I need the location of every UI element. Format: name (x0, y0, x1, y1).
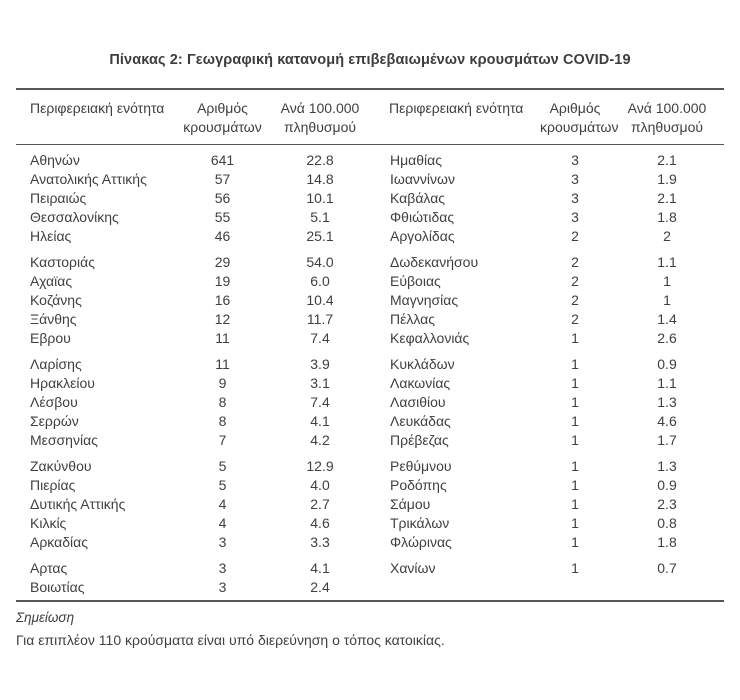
region-cell: Κυκλάδων (390, 356, 455, 372)
cases-cell: 1 (571, 477, 579, 493)
per100k-cell: 14.8 (306, 171, 334, 187)
region-cell: Πιερίας (30, 477, 76, 493)
cases-cell: 3 (571, 152, 579, 168)
region-cell: Αργολίδας (390, 228, 455, 244)
region-cell: Ιωαννίνων (390, 171, 455, 187)
per100k-cell: 1.3 (657, 458, 677, 474)
cases-cell: 2 (571, 292, 579, 308)
cases-cell: 5 (218, 477, 227, 493)
per100k-cell: 1.9 (657, 171, 677, 187)
cases-cell: 3 (218, 534, 227, 550)
per100k-cell: 3.1 (310, 375, 330, 391)
per100k-cell: 2.3 (657, 496, 677, 512)
cases-cell: 1 (571, 458, 579, 474)
table-header (16, 88, 724, 145)
cases-cell: 1 (571, 496, 579, 512)
per100k-cell: 2.1 (657, 190, 677, 206)
region-cell: Αχαϊας (30, 273, 73, 289)
cases-cell: 8 (218, 394, 227, 410)
header-per100k-right: Ανά 100.000 πληθυσμού (627, 100, 707, 135)
cases-cell: 641 (210, 152, 235, 168)
region-cell: Καβάλας (390, 190, 446, 206)
per100k-cell: 2 (663, 228, 671, 244)
region-cell: Πειραιώς (30, 190, 87, 206)
per100k-cell: 10.1 (306, 190, 334, 206)
region-cell: Καστοριάς (30, 254, 95, 270)
cases-cell: 2 (571, 254, 579, 270)
region-cell: Λαρίσης (30, 356, 82, 372)
region-cell: Εβρου (30, 330, 71, 346)
per100k-cell (610, 578, 724, 597)
region-cell: Μαγνησίας (390, 292, 459, 308)
cases-cell: 2 (571, 311, 579, 327)
region-cell: Ρεθύμνου (390, 458, 452, 474)
cases-cell: 3 (218, 579, 227, 595)
per100k-cell: 6.0 (310, 273, 330, 289)
per100k-cell: 2.4 (310, 579, 330, 595)
per100k-cell: 3.9 (310, 356, 330, 372)
cases-cell: 1 (571, 330, 579, 346)
region-cell: Φλώρινας (390, 534, 452, 550)
cases-cell: 1 (571, 356, 579, 372)
per100k-cell: 4.6 (657, 413, 677, 429)
header-cases-left: Αριθμός κρουσμάτων (183, 100, 262, 135)
data-table (16, 88, 724, 602)
header-cases-right: Αριθμός κρουσμάτων (540, 100, 619, 135)
region-cell: Κεφαλλονιάς (390, 330, 470, 346)
region-cell: Βοιωτίας (30, 579, 85, 595)
group-gap (16, 246, 724, 253)
group-gap (16, 348, 724, 355)
per100k-cell: 2.7 (310, 496, 330, 512)
cases-cell: 2 (571, 273, 579, 289)
per100k-cell: 7.4 (310, 330, 330, 346)
cases-cell: 1 (571, 515, 579, 531)
cases-cell: 46 (214, 228, 231, 244)
cases-cell: 1 (571, 432, 579, 448)
cases-cell: 16 (214, 292, 231, 308)
per100k-cell: 10.4 (306, 292, 334, 308)
per100k-cell: 22.8 (306, 152, 334, 168)
cases-cell: 1 (571, 560, 579, 576)
cases-cell: 57 (214, 171, 231, 187)
region-cell: Φθιώτιδας (390, 209, 455, 225)
per100k-cell: 4.1 (310, 413, 330, 429)
per100k-cell: 2.1 (657, 152, 677, 168)
cases-cell: 11 (215, 330, 230, 346)
per100k-cell: 0.9 (657, 477, 677, 493)
table-note (16, 608, 724, 650)
cases-cell: 4 (218, 515, 227, 531)
cases-cell: 3 (571, 171, 579, 187)
per100k-cell: 4.0 (310, 477, 330, 493)
region-cell: Χανίων (390, 560, 436, 576)
group-gap (16, 450, 724, 457)
region-cell: Πρέβεζας (390, 432, 449, 448)
per100k-cell: 1 (663, 292, 671, 308)
header-region-left: Περιφερειακή ενότητα (30, 100, 165, 116)
table-body (16, 145, 724, 602)
per100k-cell: 0.7 (657, 560, 677, 576)
cases-cell: 3 (571, 190, 579, 206)
region-cell: Δυτικής Αττικής (30, 496, 126, 512)
per100k-cell: 11.7 (306, 311, 334, 327)
group-gap (16, 552, 724, 559)
header-per100k-left: Ανά 100.000 πληθυσμού (280, 100, 360, 135)
region-cell: Ζακύνθου (30, 458, 92, 474)
region-cell: Ηλείας (30, 228, 72, 244)
region-cell: Δωδεκανήσου (390, 254, 479, 270)
cases-cell: 3 (218, 560, 227, 576)
region-cell: Αρκαδίας (30, 534, 88, 550)
region-cell (375, 578, 540, 597)
cases-cell: 1 (571, 413, 579, 429)
cases-cell: 5 (218, 458, 227, 474)
region-cell: Αθηνών (30, 152, 80, 168)
cases-cell: 1 (571, 375, 579, 391)
region-cell: Ημαθίας (390, 152, 443, 168)
region-cell: Λασιθίου (390, 394, 446, 410)
per100k-cell: 4.6 (310, 515, 330, 531)
per100k-cell: 4.1 (310, 560, 330, 576)
per100k-cell: 1.8 (657, 209, 677, 225)
cases-cell: 29 (214, 254, 231, 270)
region-cell: Μεσσηνίας (30, 432, 98, 448)
per100k-cell: 1.8 (657, 534, 677, 550)
region-cell: Σερρών (30, 413, 79, 429)
header-region-right: Περιφερειακή ενότητα (389, 100, 524, 116)
note-label: Σημείωση (16, 610, 75, 625)
cases-cell: 1 (571, 394, 579, 410)
cases-cell: 4 (218, 496, 227, 512)
region-cell: Κοζάνης (30, 292, 82, 308)
region-cell: Λευκάδας (390, 413, 451, 429)
cases-cell: 19 (214, 273, 231, 289)
cases-cell: 2 (571, 228, 579, 244)
per100k-cell: 2.6 (657, 330, 677, 346)
region-cell: Τρικάλων (390, 515, 450, 531)
region-cell: Κιλκίς (30, 515, 67, 531)
cases-cell: 55 (214, 209, 231, 225)
region-cell: Ροδόπης (390, 477, 447, 493)
region-cell: Λακωνίας (390, 375, 451, 391)
cases-cell: 9 (218, 375, 227, 391)
region-cell: Ηρακλείου (30, 375, 95, 391)
cases-cell: 1 (571, 534, 579, 550)
region-cell: Ξάνθης (30, 311, 77, 327)
cases-cell: 3 (571, 209, 579, 225)
per100k-cell: 0.8 (657, 515, 677, 531)
cases-cell: 8 (218, 413, 227, 429)
region-cell: Εύβοιας (390, 273, 441, 289)
per100k-cell: 3.3 (310, 534, 330, 550)
per100k-cell: 1.4 (657, 311, 677, 327)
note-text: Για επιπλέον 110 κρούσματα είναι υπό διερεύνηση ο τόπος κατοικίας. (16, 632, 445, 648)
region-cell: Σάμου (390, 496, 431, 512)
cases-cell: 56 (214, 190, 231, 206)
region-cell: Λέσβου (30, 394, 78, 410)
per100k-cell: 1.1 (657, 254, 677, 270)
per100k-cell: 1.1 (657, 375, 677, 391)
per100k-cell: 0.9 (657, 356, 677, 372)
cases-cell (540, 578, 610, 597)
per100k-cell: 5.1 (310, 209, 330, 225)
region-cell: Θεσσαλονίκης (30, 209, 119, 225)
per100k-cell: 1.7 (657, 432, 677, 448)
per100k-cell: 25.1 (306, 228, 334, 244)
per100k-cell: 1.3 (657, 394, 677, 410)
cases-cell: 12 (214, 311, 231, 327)
region-cell: Αρτας (30, 560, 68, 576)
per100k-cell: 1 (663, 273, 671, 289)
per100k-cell: 54.0 (306, 254, 334, 270)
per100k-cell: 4.2 (310, 432, 330, 448)
cases-cell: 7 (218, 432, 227, 448)
cases-cell: 11 (215, 356, 230, 372)
per100k-cell: 7.4 (310, 394, 330, 410)
region-cell: Ανατολικής Αττικής (30, 171, 147, 187)
region-cell: Πέλλας (390, 311, 435, 327)
page-title: Πίνακας 2: Γεωγραφική κατανομή επιβεβαιωμένων κρουσμάτων COVID-19 (109, 52, 631, 68)
per100k-cell: 12.9 (306, 458, 334, 474)
